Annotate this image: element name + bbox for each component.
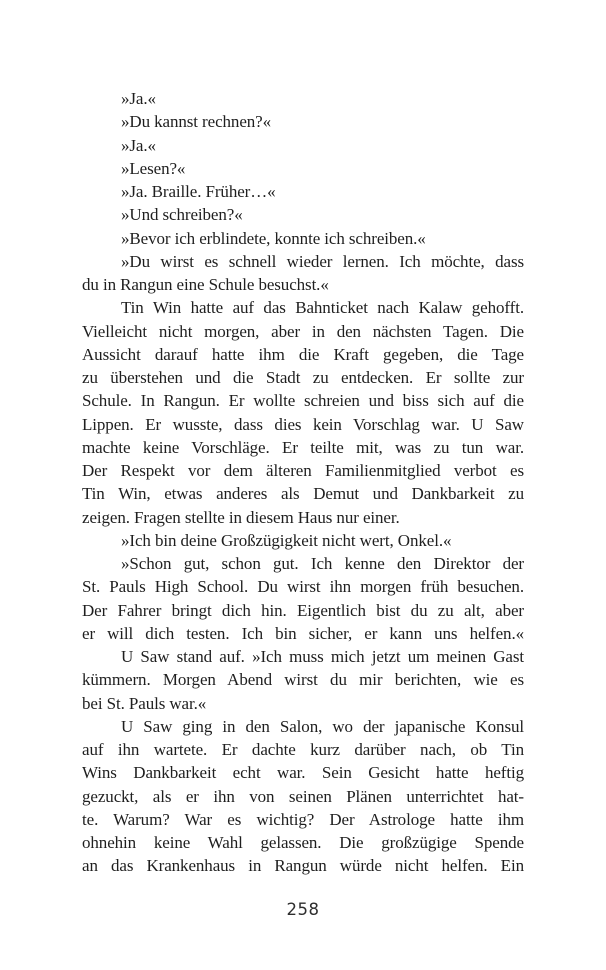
text-line: St. Pauls High School. Du wirst ihn morgen früh besuchen. (82, 577, 524, 597)
text-line: »Ich bin deine Großzügigkeit nicht wert, Onkel.« (121, 530, 452, 550)
text-line: Wins Dankbarkeit echt war. Sein Gesicht hatte heftig (82, 763, 524, 783)
page-number: 258 (286, 900, 320, 919)
text-line: U Saw stand auf. »Ich muss mich jetzt um meinen Gast (121, 647, 524, 666)
text-line: auf ihn wartete. Er dachte kurz darüber nach, ob Tin (82, 740, 524, 759)
text-line: kümmern. Morgen Abend wirst du mir berichten, wie es (82, 670, 524, 690)
text-line: machte keine Vorschläge. Er teilte mit, was zu tun war. (82, 437, 524, 457)
text-line: »Schon gut, schon gut. Ich kenne den Direktor der (121, 554, 524, 573)
text-line: te. Warum? War es wichtig? Der Astrologe hatte ihm (82, 809, 524, 829)
text-line: bei St. Pauls war.« (82, 693, 207, 713)
text-line: an das Krankenhaus in Rangun würde nicht helfen. Ein (82, 856, 524, 876)
text-line: Der Respekt vor dem älteren Familienmitglied verbot es (82, 461, 524, 480)
text-line: »Bevor ich erblindete, konnte ich schreiben.« (121, 228, 426, 248)
page-text (82, 87, 524, 878)
text-line: »Ja.« (121, 135, 156, 155)
text-line: Der Fahrer bringt dich hin. Eigentlich bist du zu alt, aber (82, 600, 524, 620)
text-line: U Saw ging in den Salon, wo der japanische Konsul (121, 716, 524, 736)
text-line: ohnehin keine Wahl gelassen. Die großzügige Spende (82, 833, 524, 852)
text-line: Lippen. Er wusste, dass dies kein Vorschlag war. U Saw (82, 414, 524, 434)
text-line: »Und schreiben?« (121, 205, 243, 225)
text-line: Schule. In Rangun. Er wollte schreien und biss sich auf die (82, 391, 524, 411)
text-line: zu überstehen und die Stadt zu entdecken. Er sollte zur (82, 368, 524, 387)
text-line: Aussicht darauf hatte ihm die Kraft gegeben, die Tage (82, 344, 524, 364)
text-line: Tin Win hatte auf das Bahnticket nach Kalaw gehofft. (121, 298, 524, 318)
text-line: »Lesen?« (121, 158, 186, 178)
text-line: »Du kannst rechnen?« (121, 112, 272, 132)
text-line: »Ja. Braille. Früher…« (121, 182, 276, 201)
text-line: er will dich testen. Ich bin sicher, er kann uns helfen.« (82, 623, 524, 643)
text-line: »Ja.« (121, 89, 156, 108)
text-line: zeigen. Fragen stellte in diesem Haus nur einer. (82, 507, 400, 527)
text-line: Tin Win, etwas anderes als Demut und Dankbarkeit zu (82, 484, 524, 504)
text-line: gezuckt, als er ihn von seinen Plänen unterrichtet hat- (82, 786, 524, 806)
text-line: du in Rangun eine Schule besuchst.« (82, 275, 329, 294)
text-line: Vielleicht nicht morgen, aber in den nächsten Tagen. Die (82, 321, 524, 341)
text-line: »Du wirst es schnell wieder lernen. Ich möchte, dass (121, 251, 524, 271)
